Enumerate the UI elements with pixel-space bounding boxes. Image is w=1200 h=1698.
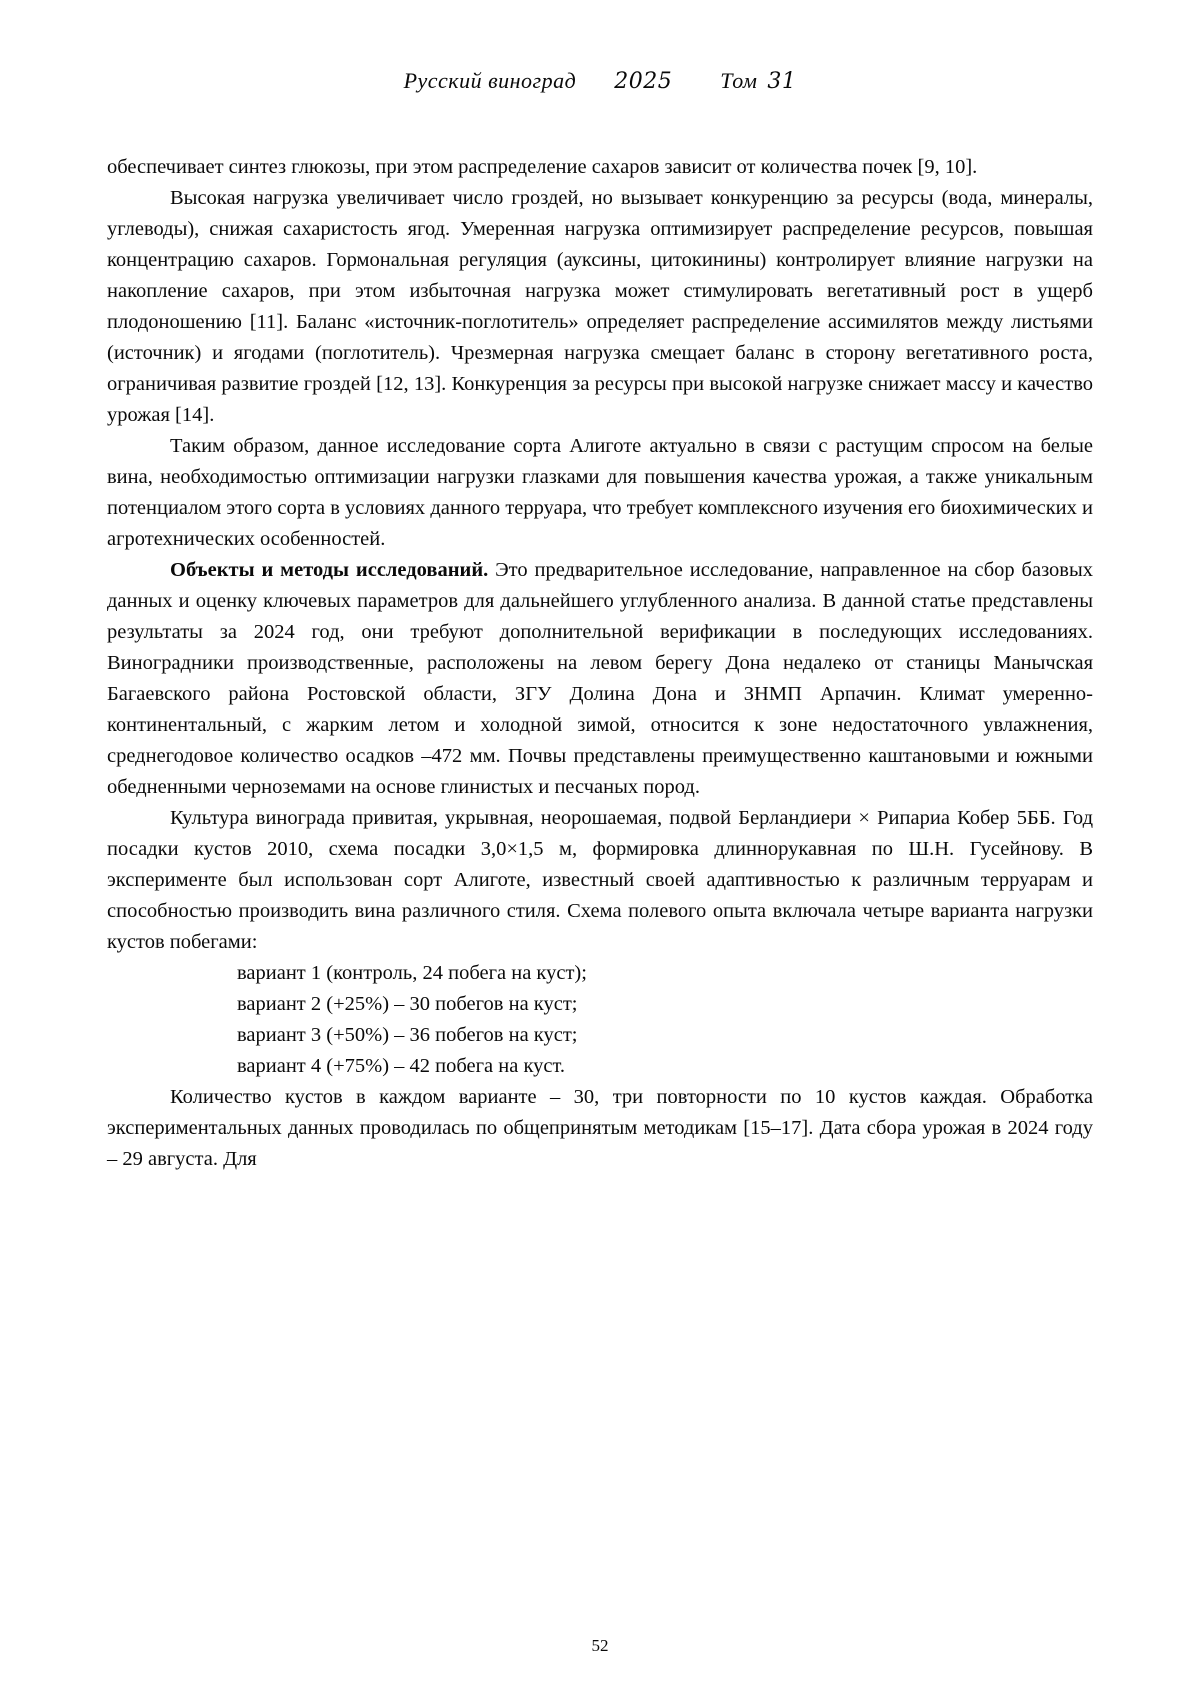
section-heading-methods: Объекты и методы исследований. xyxy=(170,559,489,581)
paragraph-load-effects xyxy=(107,183,1093,431)
volume-number: 31 xyxy=(767,69,797,94)
paragraph-text: Таким образом, данное исследование сорта Алиготе актуально в связи с растущим спросом на белые вина, необходимостью оптимизации нагрузки глазками для повышения качества урожая, а также уникальным потенциалом этого сорта в условиях данного терруара, что требует комплексного изучения его биохимических и агротехнических особенностей. xyxy=(107,435,1093,550)
paragraph-intro xyxy=(107,152,1093,183)
paragraph-replicates xyxy=(107,1082,1093,1175)
page-number: 52 xyxy=(591,1636,609,1655)
paragraph-text: Культура винограда привитая, укрывная, неорошаемая, подвой Берландиери × Рипариа Кобер 5ББ. Год посадки кустов 2010, схема посадки 3,0×1,5 м, формировка длиннорукавная по Ш.Н. Гусейнову. В эксперименте был использован сорт Алиготе, известный своей адаптивностью к различным терруарам и способностью производить вина различного стиля. Схема полевого опыта включала четыре варианта нагрузки кустов побегами: xyxy=(107,807,1093,953)
running-head xyxy=(0,68,1200,94)
page-body xyxy=(107,152,1093,1175)
list-item-variant-4: вариант 4 (+75%) – 42 побега на куст. xyxy=(237,1055,566,1077)
paragraph-methods xyxy=(107,555,1093,803)
journal-title: Русский виноград xyxy=(403,68,577,93)
paragraph-text: Это предварительное исследование, направленное на сбор базовых данных и оценку ключевых параметров для дальнейшего углубленного анализа. В данной статье представлены результаты за 2024 год, они требуют дополнительной верификации в последующих исследованиях. Виноградники производственные, расположены на левом берегу Дона недалеко от станицы Манычская Багаевского района Ростовской области, ЗГУ Долина Дона и ЗНМП Арпачин. Климат умеренно-континентальный, с жарким летом и холодной зимой, относится к зоне недостаточного увлажнения, среднегодовое количество осадков –472 мм. Почвы представлены преимущественно каштановыми и южными обедненными черноземами на основе глинистых и песчаных пород. xyxy=(107,559,1093,798)
paragraph-text: Количество кустов в каждом варианте – 30, три повторности по 10 кустов каждая. Обработка экспериментальных данных проводилась по общепринятым методикам [15–17]. Дата сбора урожая в 2024 году – 29 августа. Для xyxy=(107,1086,1093,1170)
list-item-variant-3: вариант 3 (+50%) – 36 побегов на куст; xyxy=(237,1024,578,1046)
paragraph-text: обеспечивает синтез глюкозы, при этом распределение сахаров зависит от количества почек [9, 10]. xyxy=(107,156,978,178)
journal-year: 2025 xyxy=(614,69,673,94)
list-item-variant-1: вариант 1 (контроль, 24 побега на куст); xyxy=(237,962,587,984)
paragraph-relevance xyxy=(107,431,1093,555)
page-footer xyxy=(0,1636,1200,1656)
paragraph-culture xyxy=(107,803,1093,958)
variant-list xyxy=(237,958,1093,1082)
list-item-variant-2: вариант 2 (+25%) – 30 побегов на куст; xyxy=(237,993,578,1015)
volume-label: Том xyxy=(720,68,758,93)
paragraph-text: Высокая нагрузка увеличивает число гроздей, но вызывает конкуренцию за ресурсы (вода, минералы, углеводы), снижая сахаристость ягод. Умеренная нагрузка оптимизирует распределение ресурсов, повышая концентрацию сахаров. Гормональная регуляция (ауксины, цитокинины) контролирует влияние нагрузки на накопление сахаров, при этом избыточная нагрузка может стимулировать вегетативный рост в ущерб плодоношению [11]. Баланс «источник-поглотитель» определяет распределение ассимилятов между листьями (источник) и ягодами (поглотитель). Чрезмерная нагрузка смещает баланс в сторону вегетативного роста, ограничивая развитие гроздей [12, 13]. Конкуренция за ресурсы при высокой нагрузке снижает массу и качество урожая [14]. xyxy=(107,187,1093,426)
